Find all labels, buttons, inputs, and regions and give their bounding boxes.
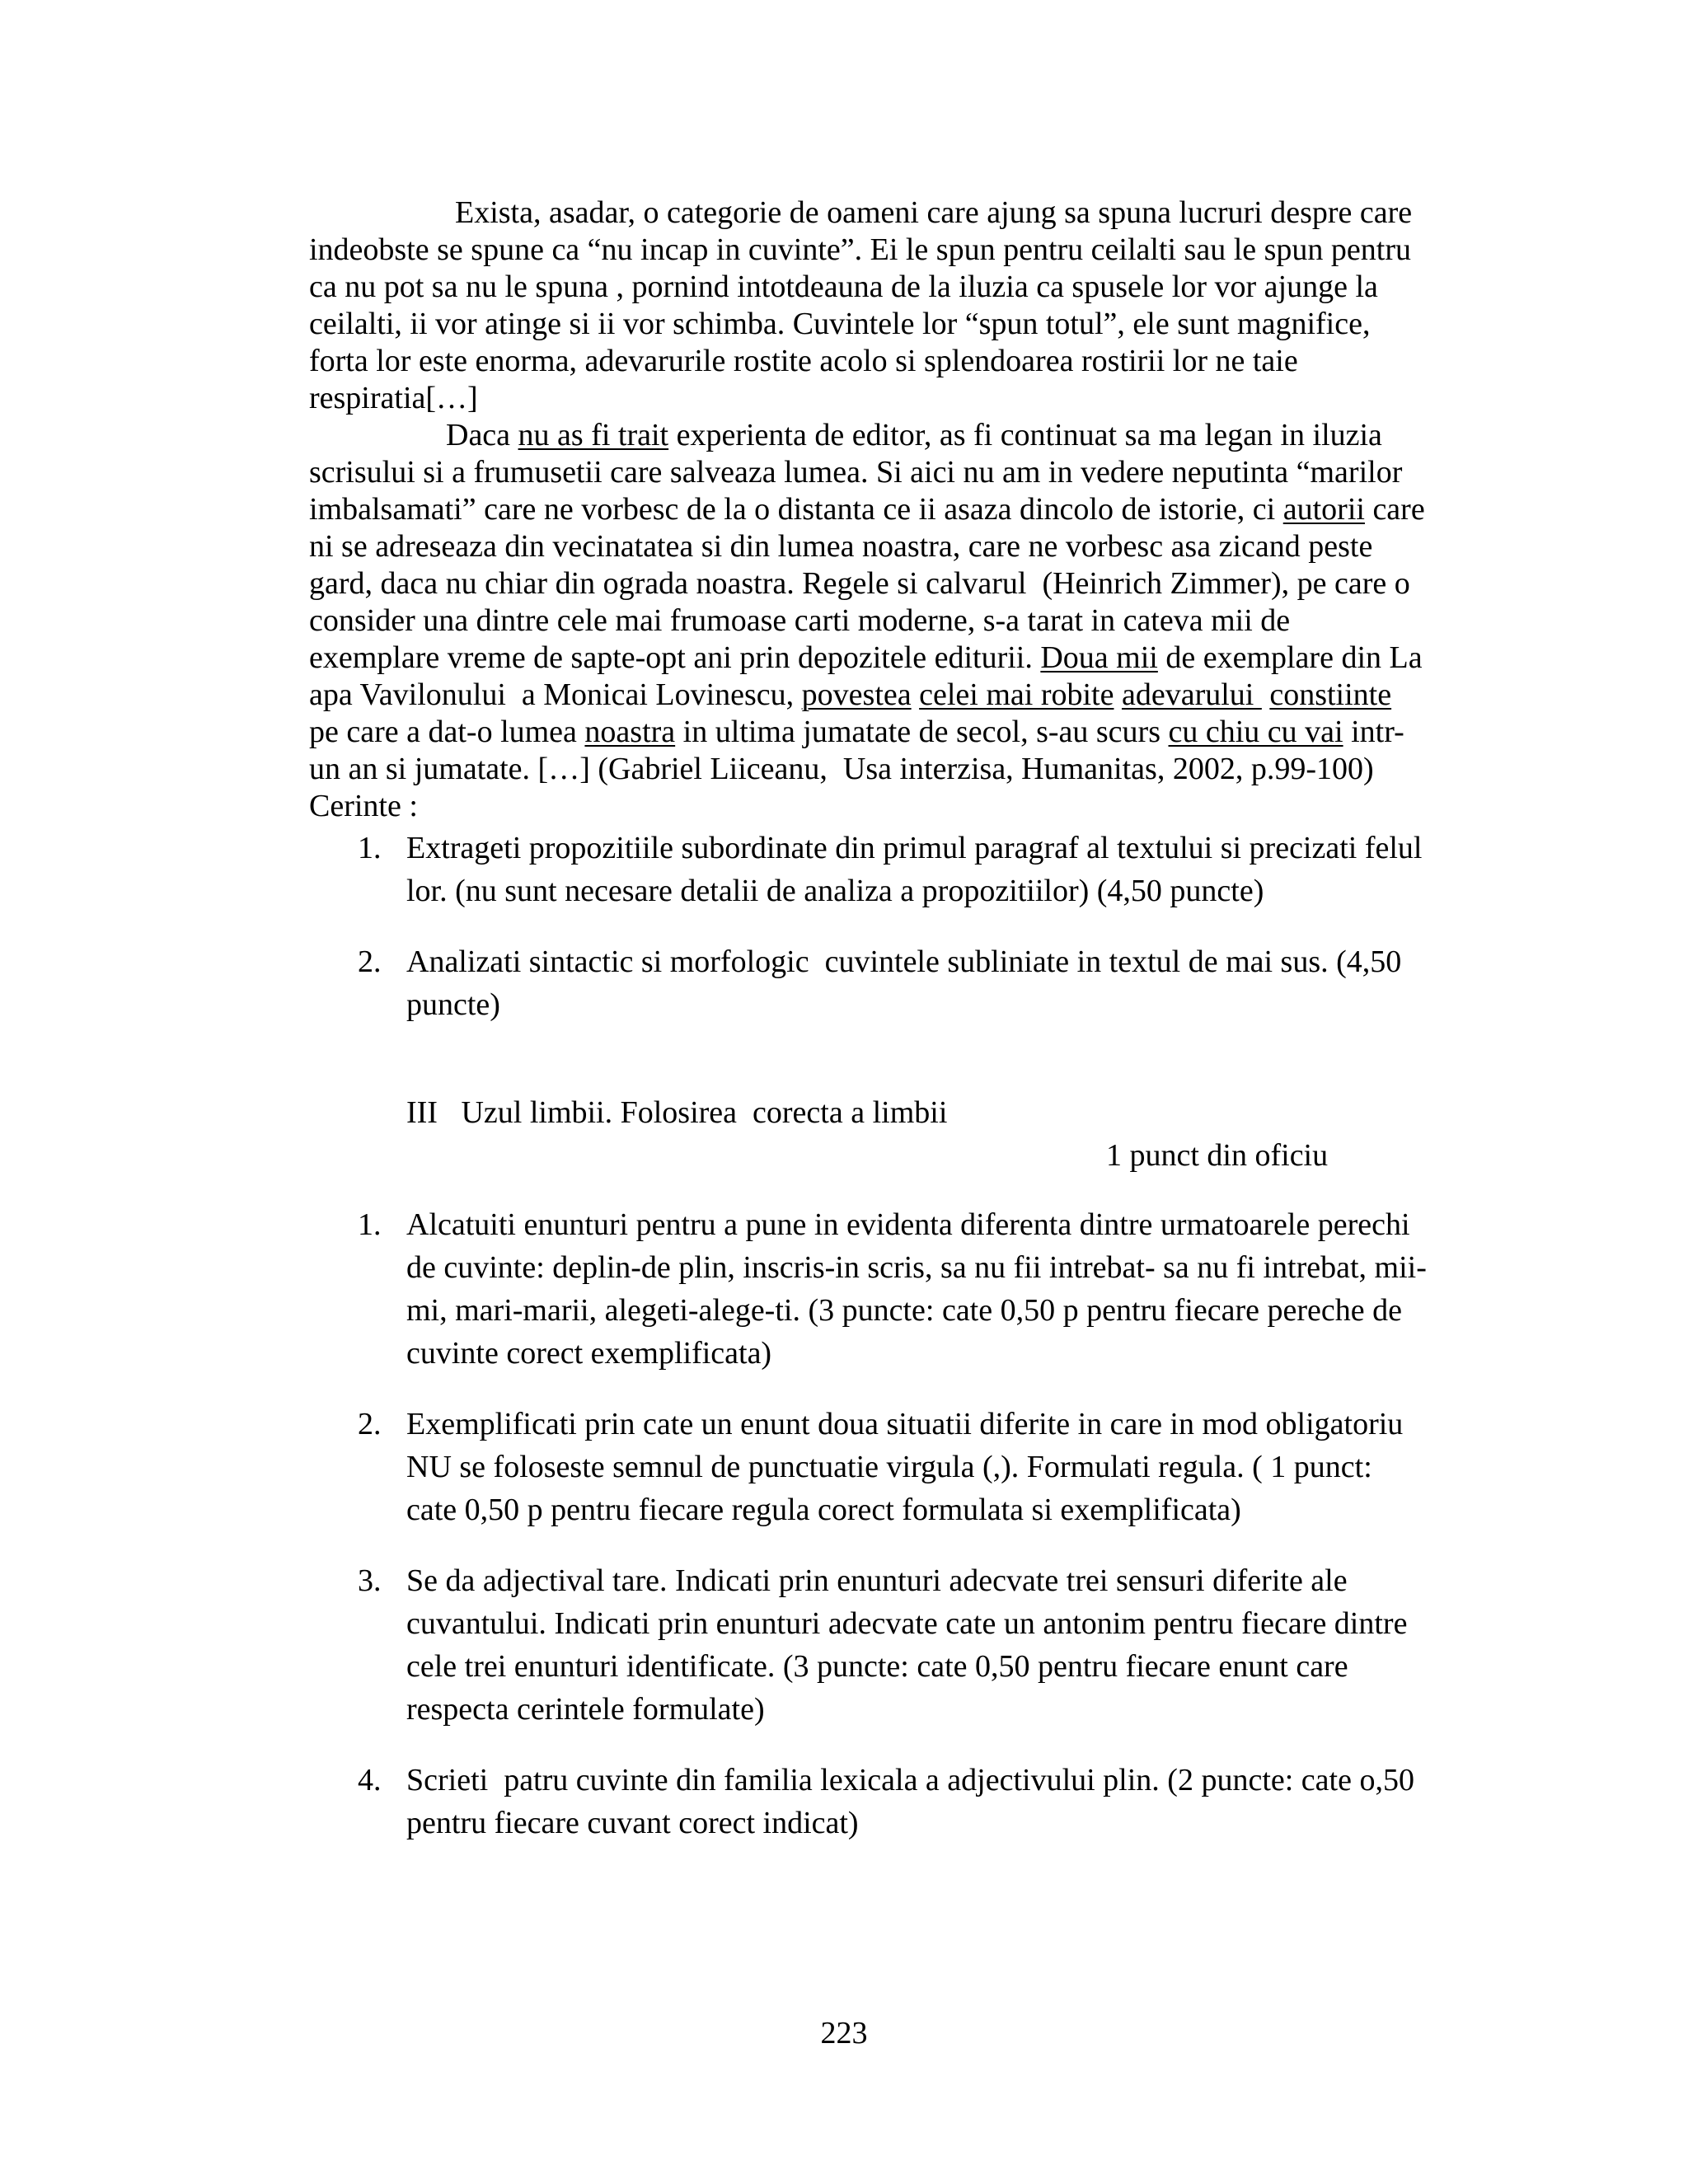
text-span: apa Vavilonului a Monicai Lovinescu,	[309, 677, 802, 712]
underlined-word: noastra	[584, 715, 676, 749]
text-span: intr-	[1343, 715, 1404, 749]
text-line: scrisului si a frumusetii care salveaza lumea. Si aici nu am in vedere neputinta “marilor	[309, 455, 1403, 490]
text-span: care	[1364, 492, 1425, 527]
underlined-word: nu as fi trait	[518, 418, 669, 452]
text-line: Exista, asadar, o categorie de oameni care ajung sa spuna lucruri despre care	[455, 195, 1413, 230]
text-line: cele trei enunturi identificate. (3 puncte: cate 0,50 pentru fiecare enunt care	[406, 1649, 1348, 1684]
text-line	[309, 677, 1391, 714]
list-number: 4.	[358, 1763, 382, 1797]
text-line: Alcatuiti enunturi pentru a pune in evidenta diferenta dintre urmatoarele perechi	[406, 1207, 1410, 1242]
oficiu-note: 1 punct din oficiu	[1106, 1138, 1329, 1173]
text-line	[309, 640, 1423, 677]
underlined-word: cu chiu cu vai	[1168, 715, 1343, 749]
text-line: cate 0,50 p pentru fiecare regula corect formulata si exemplificata)	[406, 1493, 1241, 1527]
text-line: Analizati sintactic si morfologic cuvintele subliniate in textul de mai sus. (4,50	[406, 944, 1402, 979]
text-span: Daca	[446, 418, 518, 452]
text-span: exemplare vreme de sapte-opt ani prin depozitele editurii.	[309, 640, 1041, 675]
list-number: 2.	[358, 944, 382, 979]
text-line: consider una dintre cele mai frumoase carti moderne, s-a tarat in cateva mii de	[309, 603, 1291, 638]
text-line: lor. (nu sunt necesare detalii de analiza a propozitiilor) (4,50 puncte)	[406, 874, 1264, 908]
text-span: in ultima jumatate de secol, s-au scurs	[675, 715, 1169, 749]
text-line: ni se adreseaza din vecinatatea si din lumea noastra, care ne vorbesc asa zicand peste	[309, 529, 1373, 564]
text-line: Scrieti patru cuvinte din familia lexicala a adjectivului plin. (2 puncte: cate o,50	[406, 1763, 1414, 1797]
underlined-word: Doua mii	[1040, 640, 1158, 675]
text-line: gard, daca nu chiar din ograda noastra. Regele si calvarul (Heinrich Zimmer), pe care o	[309, 566, 1410, 601]
text-span	[1114, 677, 1122, 712]
list-number: 1.	[358, 831, 382, 865]
text-line: ca nu pot sa nu le spuna , pornind intotdeauna de la iluzia ca spusele lor vor ajunge la	[309, 269, 1378, 304]
text-span	[1262, 677, 1270, 712]
text-span: experienta de editor, as fi continuat sa ma legan in iluzia	[668, 418, 1382, 452]
text-span: de exemplare din La	[1157, 640, 1423, 675]
text-span: pe care a dat-o lumea	[309, 715, 585, 749]
cerinte-label: Cerinte :	[309, 789, 418, 823]
text-line: ceilalti, ii vor atinge si ii vor schimba. Cuvintele lor “spun totul”, ele sunt magnifice,	[309, 307, 1371, 341]
text-line: indeobste se spune ca “nu incap in cuvinte”. Ei le spun pentru ceilalti sau le spun pentru	[309, 232, 1411, 267]
underlined-word: autorii	[1282, 492, 1365, 527]
list-number: 1.	[358, 1207, 382, 1242]
text-span: imbalsamati” care ne vorbesc de la o distanta ce ii asaza dincolo de istorie, ci	[309, 492, 1283, 527]
text-line: respecta cerintele formulate)	[406, 1692, 765, 1727]
text-line: un an si jumatate. […] (Gabriel Liiceanu, Usa interzisa, Humanitas, 2002, p.99-100)	[309, 752, 1374, 786]
text-line: Extrageti propozitiile subordinate din primul paragraf al textului si precizati felul	[406, 831, 1423, 865]
text-line: puncte)	[406, 987, 500, 1022]
list-number: 3.	[358, 1563, 382, 1598]
text-line: Se da adjectival tare. Indicati prin enunturi adecvate trei sensuri diferite ale	[406, 1563, 1348, 1598]
text-line	[309, 491, 1425, 528]
page-number: 223	[820, 2016, 868, 2050]
underlined-word: constiinte	[1269, 677, 1392, 712]
text-line	[309, 714, 1404, 751]
underlined-word: celei mai robite	[919, 677, 1114, 712]
text-line: cuvantului. Indicati prin enunturi adecvate cate un antonim pentru fiecare dintre	[406, 1606, 1408, 1641]
text-line	[446, 417, 1382, 454]
text-line: respiratia[…]	[309, 381, 478, 415]
text-line: de cuvinte: deplin-de plin, inscris-in scris, sa nu fii intrebat- sa nu fi intrebat, mii-	[406, 1250, 1427, 1285]
section-heading: III Uzul limbii. Folosirea corecta a limbii	[406, 1095, 948, 1130]
text-line: mi, mari-marii, alegeti-alege-ti. (3 puncte: cate 0,50 p pentru fiecare pereche de	[406, 1293, 1403, 1328]
text-line: Exemplificati prin cate un enunt doua situatii diferite in care in mod obligatoriu	[406, 1407, 1404, 1441]
text-line: cuvinte corect exemplificata)	[406, 1336, 772, 1371]
underlined-word: povestea	[801, 677, 912, 712]
text-line: NU se foloseste semnul de punctuatie virgula (,). Formulati regula. ( 1 punct:	[406, 1450, 1372, 1484]
text-line: pentru fiecare cuvant corect indicat)	[406, 1806, 859, 1840]
underlined-word: adevarului	[1121, 677, 1262, 712]
list-number: 2.	[358, 1407, 382, 1441]
text-span	[912, 677, 920, 712]
text-line: forta lor este enorma, adevarurile rostite acolo si splendoarea rostirii lor ne taie	[309, 344, 1298, 378]
